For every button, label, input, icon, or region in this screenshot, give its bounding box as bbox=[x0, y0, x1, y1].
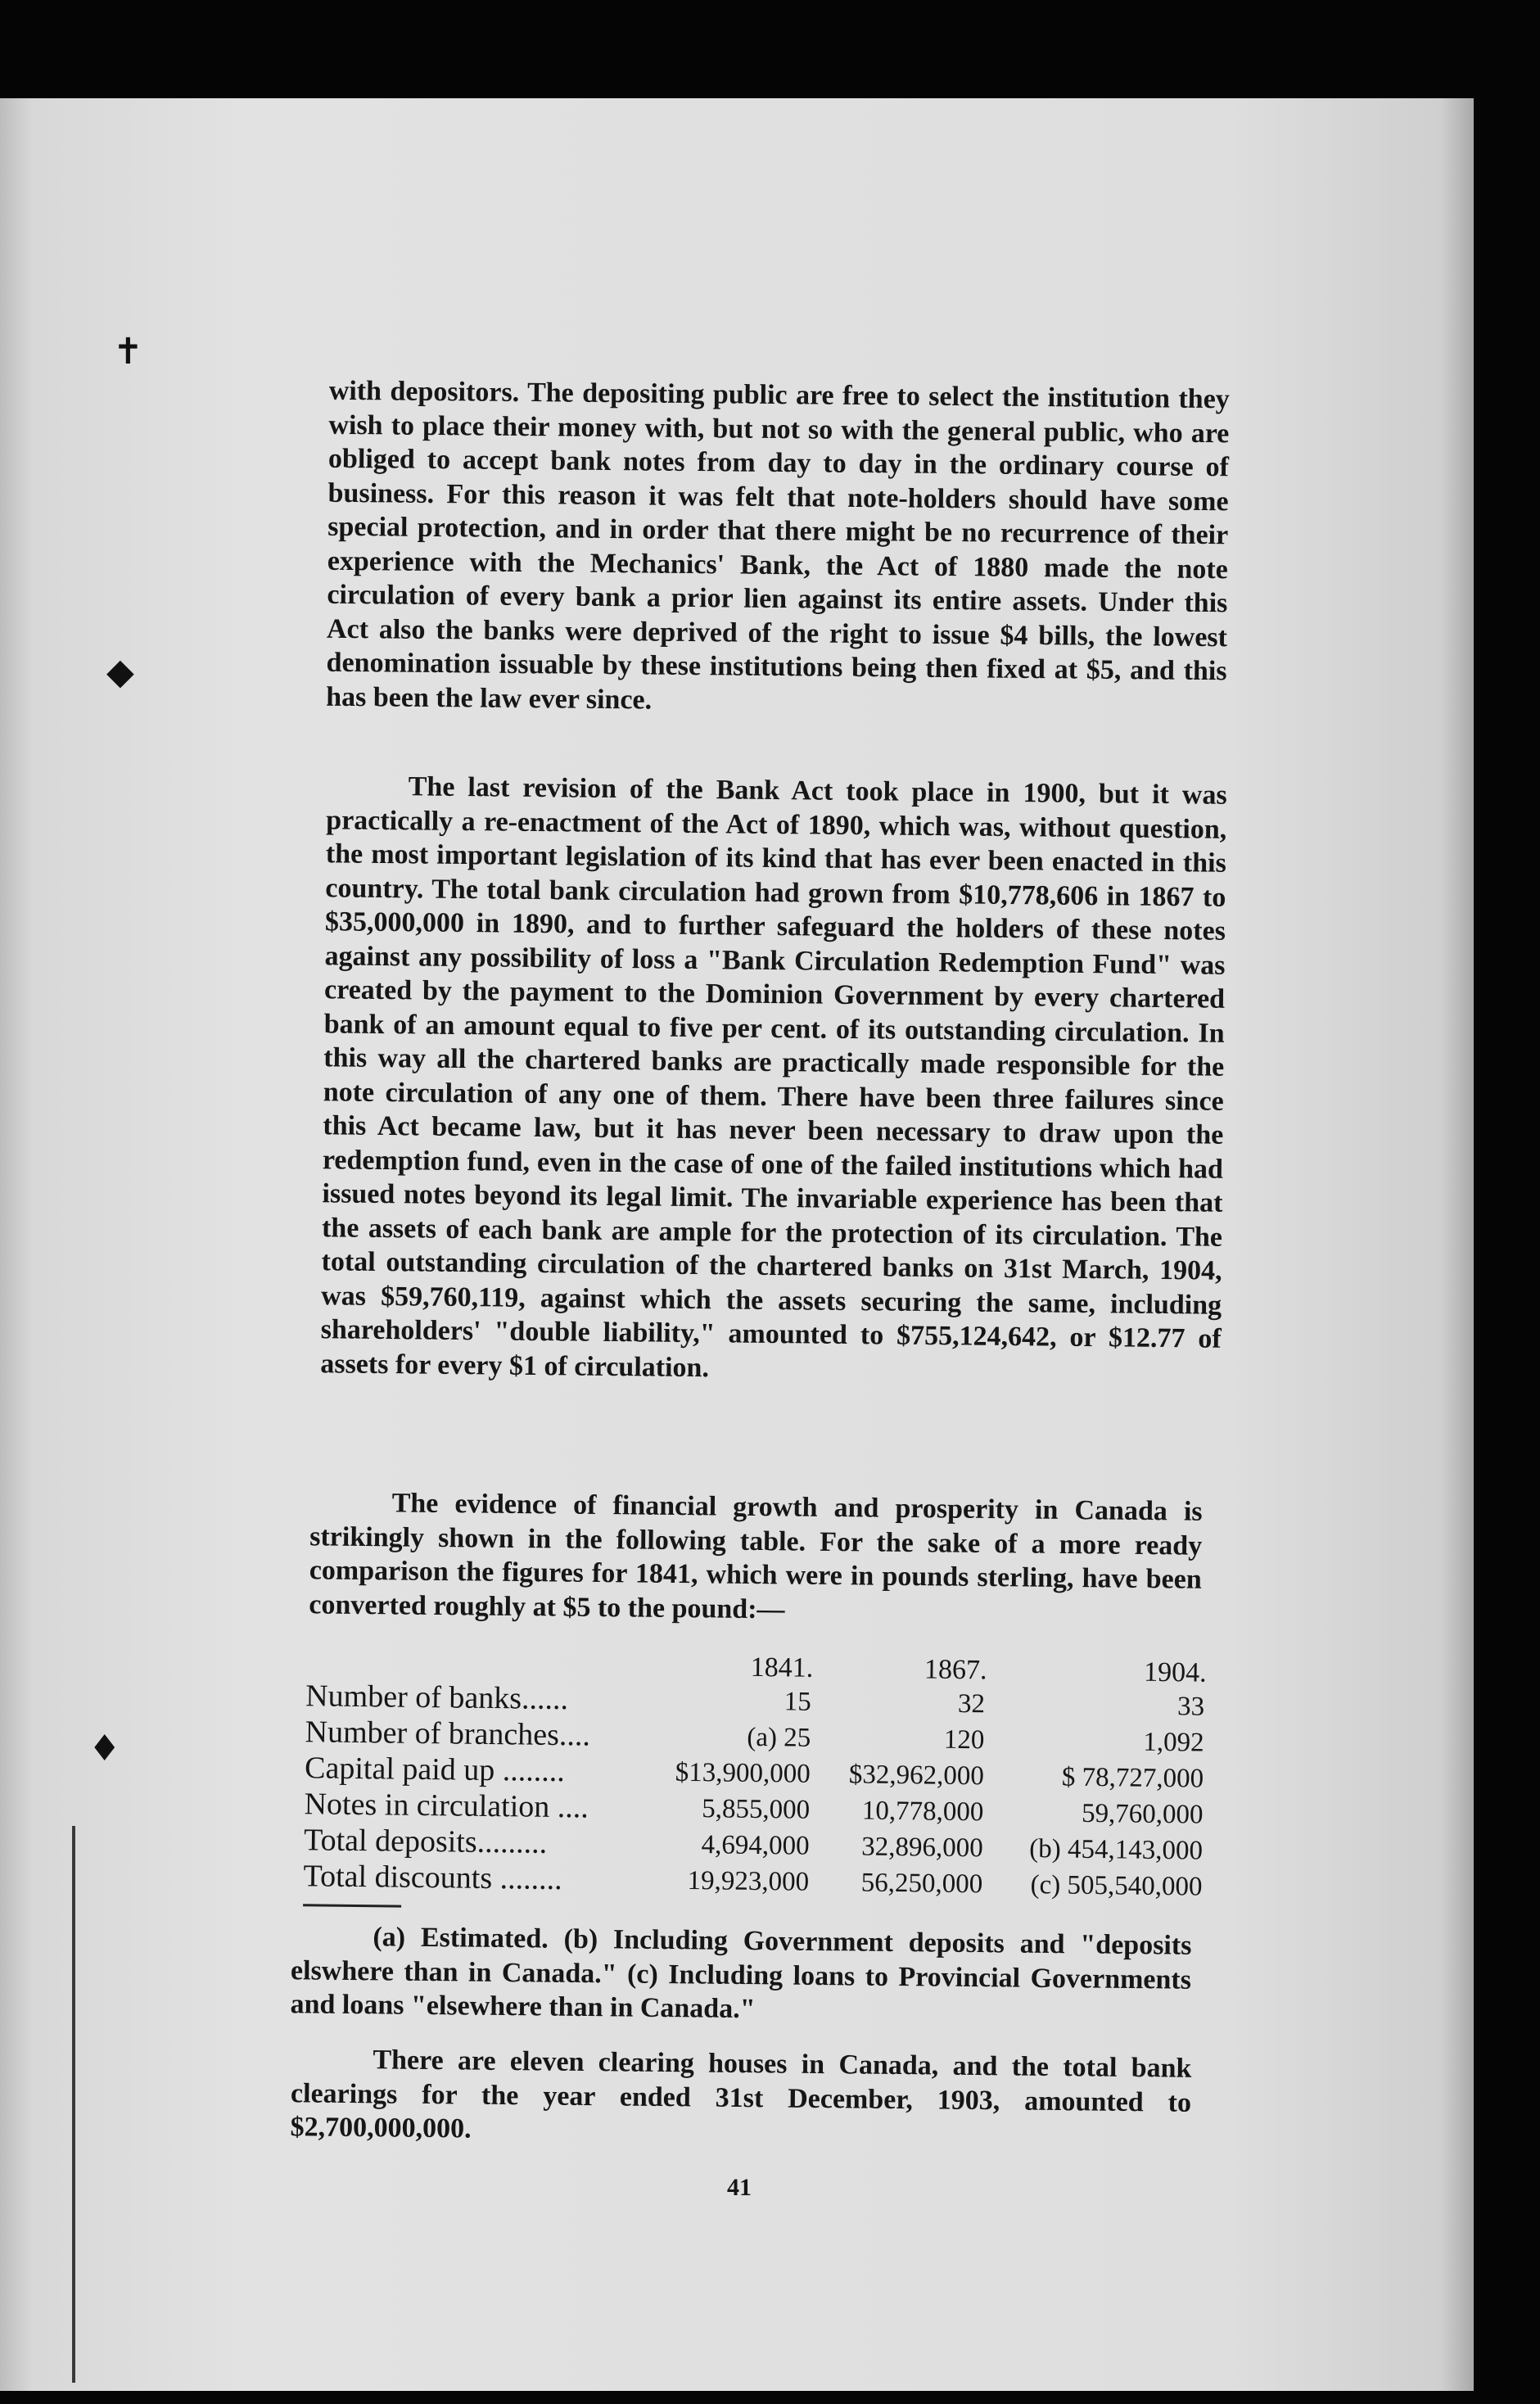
paragraph-financial-growth bbox=[309, 1485, 1203, 1630]
paragraph-text: with depositors. The depositing public are free to select the institution they wish to place their money with, but not so with the general public, who are obliged to accept bank notes from day to day in the ordinary course of business. For this reason it was felt that note-holders should have some special protection, and in order that there might be no recurrence of their experience with the Mechanics' Bank, the Act of 1880 made the note circulation of every bank a prior lien against its entire assets. Under this Act also the banks were deprived of the right to issue $4 bills, the lowest denomination issuable by these institutions being then fixed at $5, and this has been the law ever since. bbox=[326, 375, 1230, 716]
cell-1867: 10,778,000 bbox=[861, 1796, 984, 1828]
year-header: 1904. bbox=[1143, 1656, 1207, 1688]
row-label: Number of banks...... bbox=[305, 1679, 569, 1717]
row-label: Total deposits......... bbox=[303, 1823, 548, 1860]
cell-1904: (b) 454,143,000 bbox=[1029, 1834, 1204, 1866]
stats-table bbox=[303, 1647, 1215, 1905]
row-label: Number of branches.... bbox=[305, 1715, 591, 1753]
page-number: 41 bbox=[727, 2174, 752, 2201]
paragraph-clearing-houses bbox=[290, 2042, 1191, 2153]
pin-mark-icon: ♦ bbox=[88, 1728, 121, 1769]
paragraph-text: (a) Estimated. (b) Including Government deposits and "deposits elswhere than in Canada." (c) Including loans to Provincial Governments and loans "elsewhere than in Canada." bbox=[290, 1922, 1192, 2025]
paragraph-depositors bbox=[326, 374, 1230, 723]
year-header: 1867. bbox=[924, 1654, 987, 1686]
cell-1904: 1,092 bbox=[1143, 1727, 1204, 1758]
cross-mark-icon: ✝ bbox=[113, 331, 143, 373]
diamond-mark-icon: ◆ bbox=[106, 651, 134, 693]
paragraph-bank-act bbox=[320, 769, 1227, 1390]
cell-1841: 15 bbox=[784, 1687, 812, 1717]
cell-1904: 33 bbox=[1176, 1692, 1205, 1722]
paragraph-text: The evidence of financial growth and prosperity in Canada is strikingly shown in the following table. For the sake of a more ready comparison the figures for 1841, which were in pounds sterling, have been converted roughly at $5 to the pound:— bbox=[309, 1488, 1203, 1625]
cell-1867: 56,250,000 bbox=[860, 1868, 983, 1900]
row-label: Capital paid up ........ bbox=[304, 1751, 566, 1789]
row-label: Notes in circulation .... bbox=[304, 1787, 589, 1825]
year-header: 1841. bbox=[750, 1652, 814, 1683]
cell-1841: 5,855,000 bbox=[701, 1794, 811, 1825]
cell-1841: $13,900,000 bbox=[675, 1757, 811, 1789]
cell-1841: (a) 25 bbox=[747, 1722, 811, 1753]
paragraph-text: The last revision of the Bank Act took place in 1900, but it was practically a re-enactment of the Act of 1890, which was, without question, the most important legislation of its kind that has ever been enacted in this country. The total bank circulation had grown from $10,778,606 in 1867 to $35,000,000 in 1890, and to further safeguard the holders of these notes against any possibility of loss a "Bank Circulation Redemption Fund" was created by the payment to the Dominion Government by every chartered bank of an amount equal to five per cent. of its outstanding circulation. In this way all the chartered banks are practically made responsible for the note circulation of any one of them. There have been three failures since this Act became law, but it has never been necessary to draw upon the redemption fund, even in the case of one of the failed institutions which had issued notes beyond its legal limit. The invariable experience has been that the assets of each bank are ample for the protection of its circulation. The total outstanding circulation of the chartered banks on 31st March, 1904, was $59,760,119, against which the assets securing the same, including shareholders' "double liability," amounted to $755,124,642, or $12.77 of assets for every $1 of circulation. bbox=[320, 771, 1227, 1383]
cell-1904: $ 78,727,000 bbox=[1061, 1762, 1204, 1794]
cell-1904: 59,760,000 bbox=[1081, 1798, 1204, 1830]
cell-1867: 32 bbox=[957, 1688, 986, 1719]
cell-1841: 4,694,000 bbox=[701, 1830, 810, 1861]
label-column-header bbox=[306, 1647, 648, 1682]
cell-1867: $32,962,000 bbox=[848, 1760, 985, 1792]
cell-1867: 120 bbox=[943, 1724, 985, 1756]
paragraph-footnotes bbox=[290, 1919, 1191, 2031]
statistics-table bbox=[303, 1647, 1215, 1918]
cell-1867: 32,896,000 bbox=[861, 1832, 984, 1864]
paragraph-text: There are eleven clearing houses in Canada, and the total bank clearings for the year ended 31st December, 1903, amounted to $2,700,000,000. bbox=[290, 2045, 1192, 2144]
page-edge-line bbox=[72, 1826, 75, 2383]
cell-1841: 19,923,000 bbox=[687, 1865, 810, 1897]
cell-1904: (c) 505,540,000 bbox=[1030, 1870, 1203, 1902]
row-label: Total discounts ........ bbox=[303, 1859, 562, 1897]
